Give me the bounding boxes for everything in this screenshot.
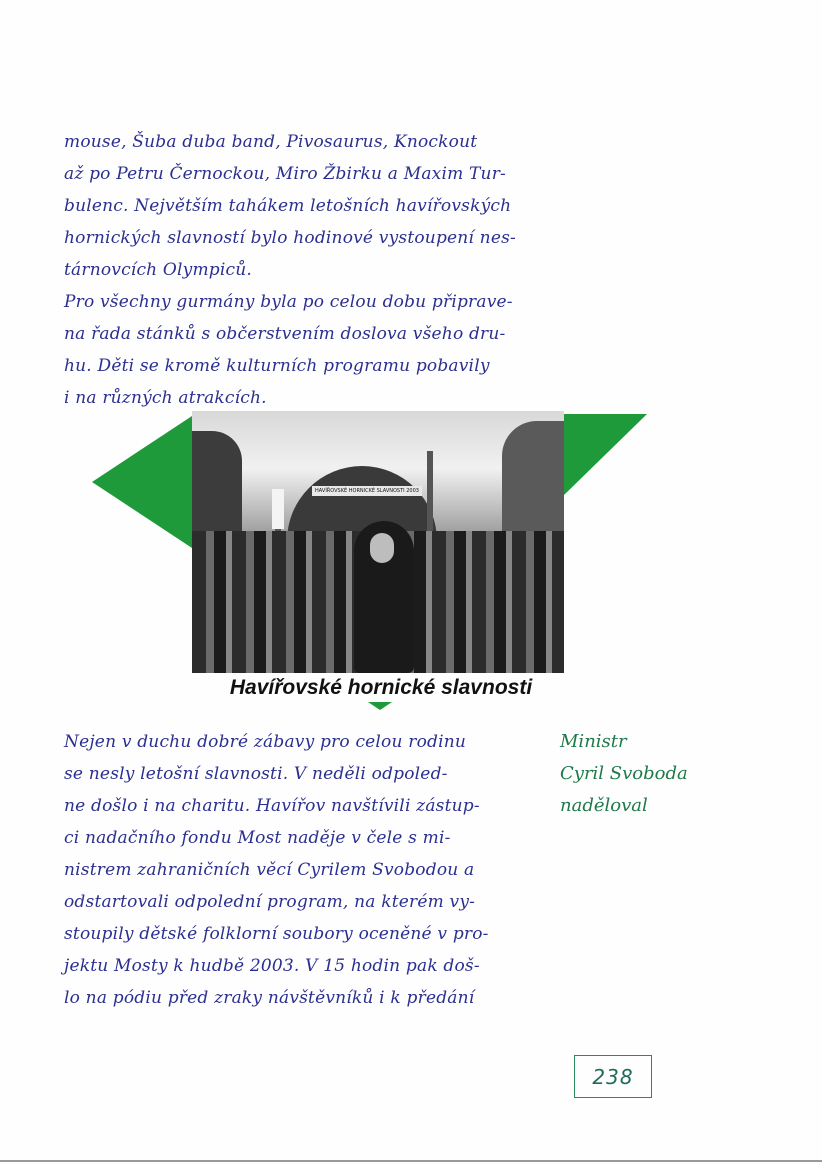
- handwritten-text-top: [64, 126, 564, 414]
- text-line: nistrem zahraničních věcí Cyrilem Svobodou a: [64, 860, 475, 880]
- text-line: hornických slavností bylo hodinové vystoupení nes-: [64, 228, 516, 248]
- festival-photo: [192, 411, 564, 673]
- photo-sign: [272, 489, 284, 529]
- side-note: [560, 726, 760, 822]
- text-line: jektu Mosty k hudbě 2003. V 15 hodin pak doš-: [64, 956, 480, 976]
- green-triangle-left: [92, 416, 192, 548]
- bottom-edge-line: [0, 1160, 822, 1162]
- handwritten-text-bottom: [64, 726, 564, 1014]
- photo-girl-face: [370, 533, 394, 563]
- text-line: na řada stánků s občerstvením doslova všeho dru-: [64, 324, 506, 344]
- text-line: bulenc. Největším tahákem letošních havířovských: [64, 196, 512, 216]
- text-line: Nejen v duchu dobré zábavy pro celou rodinu: [64, 732, 467, 752]
- photo-stage-banner: HAVÍŘOVSKÉ HORNICKÉ SLAVNOSTI 2003: [312, 486, 422, 496]
- text-line: ci nadačního fondu Most naděje v čele s mi-: [64, 828, 451, 848]
- text-line: odstartovali odpolední program, na kterém vy-: [64, 892, 476, 912]
- green-triangle-right: [563, 414, 647, 496]
- green-triangle-bottom: [368, 702, 392, 710]
- photo-caption: Havířovské hornické slavnosti: [229, 676, 533, 699]
- page-number: 238: [592, 1064, 634, 1089]
- text-line: tárnovcích Olympiců.: [64, 260, 253, 280]
- text-line: lo na pódiu před zraky návštěvníků i k předání: [64, 988, 475, 1008]
- text-line: až po Petru Černockou, Miro Žbirku a Maxim Tur-: [64, 164, 506, 184]
- text-line: i na různých atrakcích.: [64, 388, 267, 408]
- page-number-box: [574, 1055, 652, 1098]
- side-note-line: Cyril Svoboda: [560, 763, 688, 784]
- side-note-line: Ministr: [560, 731, 627, 752]
- text-line: Pro všechny gurmány byla po celou dobu připrave-: [64, 292, 513, 312]
- text-line: stoupily dětské folklorní soubory oceněné v pro-: [64, 924, 489, 944]
- text-line: mouse, Šuba duba band, Pivosaurus, Knockout: [64, 132, 478, 152]
- side-note-line: naděloval: [560, 795, 648, 816]
- text-line: ne došlo i na charitu. Havířov navštívili zástup-: [64, 796, 480, 816]
- text-line: se nesly letošní slavnosti. V neděli odpoled-: [64, 764, 448, 784]
- text-line: hu. Děti se kromě kulturních programu pobavily: [64, 356, 490, 376]
